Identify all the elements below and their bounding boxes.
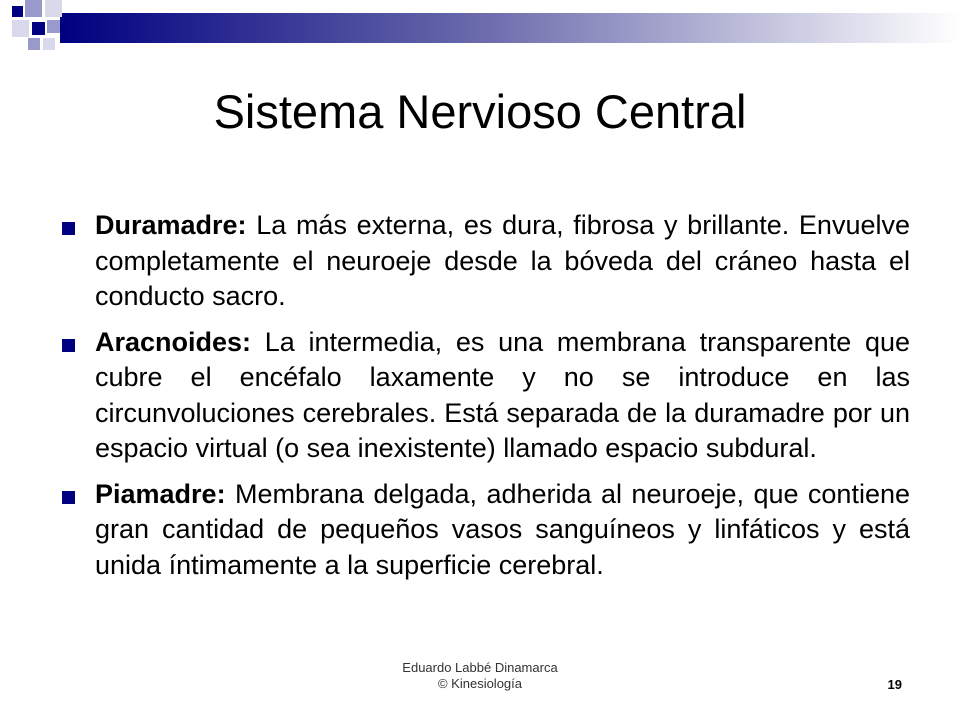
page-number: 19 [887,677,902,692]
footer-author [380,660,580,692]
bullet-term: Aracnoides: [95,326,252,357]
bullet-text: La más externa, es dura, fibrosa y brillante. Envuelve completamente el neuroeje desde la bóveda del cráneo hasta el conducto sacro. [95,210,910,311]
bullet-term: Duramadre: [95,210,247,240]
footer-line-1: Eduardo Labbé Dinamarca [402,660,558,675]
bullet-term: Piamadre: [95,478,226,509]
header-gradient-bar [60,13,960,43]
bullet-aracnoides [60,325,910,467]
bullet-text: La intermedia, es una membrana transparente que cubre el encéfalo laxamente y no se introduce en las circunvoluciones cerebrales. Está separada de la duramadre por un espacio virtual (o sea inexistente) llamado espacio subdural. [95,326,910,463]
footer-line-2: © Kinesiología [437,676,523,691]
deco-square-light-1 [25,0,42,17]
deco-square-light-2 [45,0,62,17]
bullet-piamadre [60,477,910,584]
deco-square-light-4 [28,38,40,50]
deco-square-navy-2 [32,22,45,35]
bullet-text: Membrana delgada, adherida al neuroeje, que contiene gran cantidad de pequeños vasos sanguíneos y linfáticos y está unida íntimamente a la superficie cerebral. [95,478,910,580]
deco-square-navy-1 [12,6,23,17]
deco-square-pale-2 [43,38,55,50]
deco-square-light-3 [47,20,60,33]
header-decoration [0,0,960,60]
deco-square-pale-1 [12,20,29,37]
bullet-duramadre [60,208,910,315]
bullet-list [60,208,910,593]
slide-title: Sistema Nervioso Central [213,85,747,138]
